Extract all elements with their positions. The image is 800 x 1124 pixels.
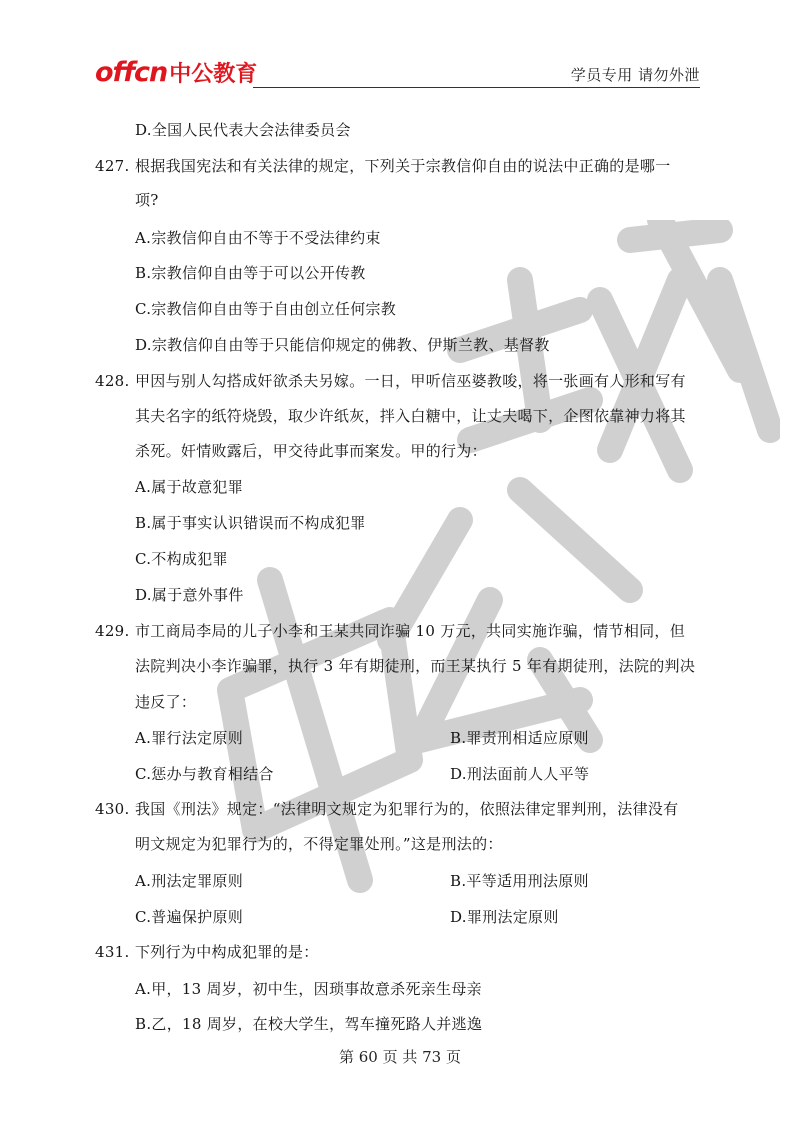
question-428-option-c: C.不构成犯罪 — [135, 550, 228, 568]
question-430-number: 430. — [95, 800, 130, 818]
question-429-option-c: C.惩办与教育相结合 — [135, 765, 274, 783]
question-429-option-d: D.刑法面前人人平等 — [450, 765, 590, 783]
question-430-stem-2: 明文规定为犯罪行为的，不得定罪处刑。”这是刑法的： — [135, 835, 503, 853]
question-428-stem-3: 杀死。奸情败露后，甲交待此事而案发。甲的行为： — [135, 442, 487, 460]
question-429-stem-3: 违反了： — [135, 693, 197, 711]
question-430-option-c: C.普遍保护原则 — [135, 908, 244, 926]
question-429-stem-1: 市工商局李局的儿子小李和王某共同诈骗 10 万元，共同实施诈骗，情节相同，但 — [135, 622, 686, 640]
prev-option-d: D.全国人民代表大会法律委员会 — [135, 121, 351, 139]
question-428-option-a: A.属于故意犯罪 — [135, 478, 244, 496]
question-427-number: 427. — [95, 157, 130, 175]
question-431-option-a: A.甲，13 周岁，初中生，因琐事故意杀死亲生母亲 — [135, 980, 482, 998]
question-427-stem-2: 项? — [135, 191, 159, 209]
watermark-logo — [160, 220, 780, 900]
question-430-option-b: B.平等适用刑法原则 — [450, 872, 589, 890]
logo-text-cn: 中公教育 — [169, 62, 258, 87]
question-427-option-d: D.宗教信仰自由等于只能信仰规定的佛教、伊斯兰教、基督教 — [135, 336, 550, 354]
question-428-option-d: D.属于意外事件 — [135, 586, 244, 604]
question-427-option-a: A.宗教信仰自由不等于不受法律约束 — [135, 229, 381, 247]
header-divider — [253, 87, 700, 88]
question-428-option-b: B.属于事实认识错误而不构成犯罪 — [135, 514, 366, 532]
question-430-option-d: D.罪刑法定原则 — [450, 908, 559, 926]
offcn-logo — [95, 56, 257, 90]
question-427-option-b: B.宗教信仰自由等于可以公开传教 — [135, 264, 366, 282]
question-427-option-c: C.宗教信仰自由等于自由创立任何宗教 — [135, 300, 397, 318]
question-430-stem-1: 我国《刑法》规定：“法律明文规定为犯罪行为的，依照法律定罪判刑，法律没有 — [135, 800, 679, 818]
page-number: 第 60 页 共 73 页 — [338, 1048, 461, 1066]
question-429-number: 429. — [95, 622, 130, 640]
question-429-option-b: B.罪责刑相适应原则 — [450, 729, 589, 747]
question-429-option-a: A.罪行法定原则 — [135, 729, 244, 747]
page-header — [95, 56, 700, 90]
question-430-option-a: A.刑法定罪原则 — [135, 872, 244, 890]
question-428-stem-1: 甲因与别人勾搭成奸欲杀夫另嫁。一日，甲听信巫婆教唆，将一张画有人形和写有 — [135, 372, 686, 390]
question-431-option-b: B.乙，18 周岁，在校大学生，驾车撞死路人并逃逸 — [135, 1015, 483, 1033]
question-431-stem-1: 下列行为中构成犯罪的是： — [135, 943, 319, 961]
question-428-stem-2: 其夫名字的纸符烧毁，取少许纸灰，拌入白糖中，让丈夫喝下，企图依靠神力将其 — [135, 407, 686, 425]
question-429-stem-2: 法院判决小李诈骗罪，执行 3 年有期徒刑，而王某执行 5 年有期徒刑，法院的判决 — [135, 657, 696, 675]
question-431-number: 431. — [95, 943, 130, 961]
question-428-number: 428. — [95, 372, 130, 390]
header-note: 学员专用 请勿外泄 — [570, 66, 700, 84]
logo-text-en: offcn — [95, 57, 168, 88]
question-427-stem-1: 根据我国宪法和有关法律的规定，下列关于宗教信仰自由的说法中正确的是哪一 — [135, 157, 671, 175]
